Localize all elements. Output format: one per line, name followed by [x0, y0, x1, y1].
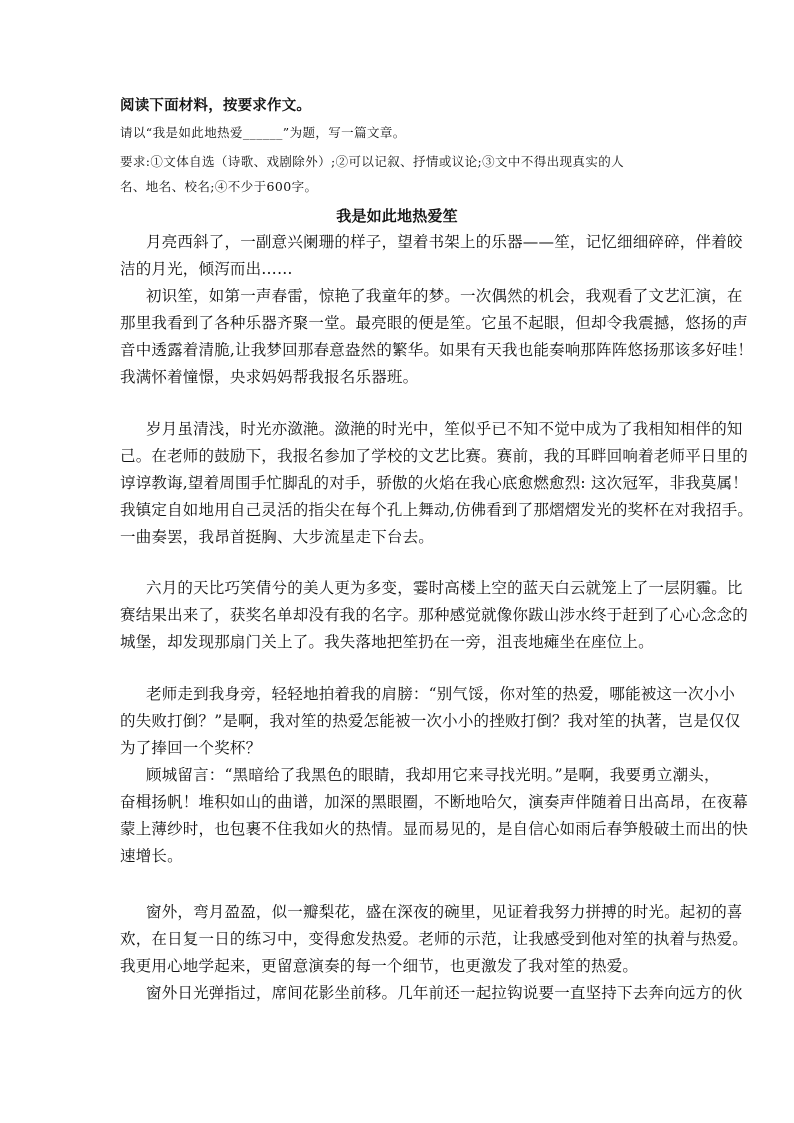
essay-line: 的失败打倒？”是啊，我对笙的热爱怎能被一次小小的挫败打倒？我对笙的执著，岂是仅仅 — [120, 712, 741, 730]
essay-line: 谆谆教诲,望着周围手忙脚乱的对手，骄傲的火焰在我心底愈燃愈烈: 这次冠军，非我莫属！ — [120, 474, 748, 492]
essay-line: 老师走到我身旁，轻轻地拍着我的肩膀：“别气馁，你对笙的热爱，哪能被这一次小小 — [146, 685, 736, 703]
essay-line: 月亮西斜了，一副意兴阑珊的样子，望着书架上的乐器——笙，记忆细细碎碎，伴着皎 — [146, 233, 743, 251]
essay-line: 音中透露着清脆,让我梦回那春意盎然的繁华。如果有天我也能奏响那阵阵悠扬那该多好哇！ — [120, 341, 754, 359]
prompt-instruction: 请以“我是如此地热爱______”为题，写一篇文章。 — [120, 125, 406, 140]
essay-line: 我更用心地学起来，更留意演奏的每一个细节，也更激发了我对笙的热爱。 — [120, 957, 639, 975]
essay-line: 顾城留言：“黑暗给了我黑色的眼睛，我却用它来寻找光明。”是啊，我要勇立潮头， — [146, 766, 720, 784]
prompt-requirement: 名、地名、校名;④不少于600字。 — [120, 179, 318, 194]
essay-line: 岁月虽清浅，时光亦潋滟。潋滟的时光中，笙似乎已不知不觉中成为了我相知相伴的知 — [146, 420, 743, 438]
essay-line: 赛结果出来了，获奖名单却没有我的名字。那种感觉就像你跋山涉水终于赶到了心心念念的 — [120, 606, 749, 624]
essay-line: 一曲奏罢，我昂首挺胸、大步流星走下台去。 — [120, 528, 435, 546]
essay-line: 初识笙，如第一声春雷，惊艳了我童年的梦。一次偶然的机会，我观看了文艺汇演，在 — [146, 287, 743, 305]
essay-line: 欢，在日复一日的练习中，变得愈发热爱。老师的示范，让我感受到他对笙的执着与热爱。 — [120, 930, 749, 948]
essay-line: 六月的天比巧笑倩兮的美人更为多变，霎时高楼上空的蓝天白云就笼上了一层阴霾。比 — [146, 579, 743, 597]
prompt-heading: 阅读下面材料，按要求作文。 — [120, 97, 312, 114]
essay-line: 那里我看到了各种乐器齐聚一堂。最亮眼的便是笙。它虽不起眼，但却令我震撼，悠扬的声 — [120, 314, 749, 332]
essay-line: 洁的月光，倾泻而出…… — [120, 260, 293, 278]
essay-line: 为了捧回一个奖杯？ — [120, 739, 262, 757]
essay-line: 窗外日光弹指过，席间花影坐前移。几年前还一起拉钩说要一直坚持下去奔向远方的伙 — [146, 984, 743, 1002]
essay-line: 窗外，弯月盈盈，似一瓣梨花，盛在深夜的碗里，见证着我努力拼搏的时光。起初的喜 — [146, 903, 743, 921]
essay-title: 我是如此地热爱笙 — [336, 207, 458, 225]
essay-line: 速增长。 — [120, 847, 183, 865]
essay-line: 奋楫扬帆！堆积如山的曲谱，加深的黑眼圈，不断地哈欠，演奏声伴随着日出高昂，在夜幕 — [120, 793, 749, 811]
essay-line: 己。在老师的鼓励下，我报名参加了学校的文艺比赛。赛前，我的耳畔回响着老师平日里的 — [120, 447, 749, 465]
essay-line: 蒙上薄纱时，也包裹不住我如火的热情。显而易见的，是自信心如雨后春笋般破土而出的快 — [120, 820, 749, 838]
essay-line: 城堡，却发现那扇门关上了。我失落地把笙扔在一旁，沮丧地瘫坐在座位上。 — [120, 633, 654, 651]
essay-line: 我满怀着憧憬，央求妈妈帮我报名乐器班。 — [120, 368, 419, 386]
essay-line: 我镇定自如地用自己灵活的指尖在每个孔上舞动,仿佛看到了那熠熠发光的奖杯在对我招手。 — [120, 501, 754, 519]
prompt-requirement: 要求:①文体自选（诗歌、戏剧除外）;②可以记叙、抒情或议论;③文中不得出现真实的人 — [120, 154, 625, 169]
